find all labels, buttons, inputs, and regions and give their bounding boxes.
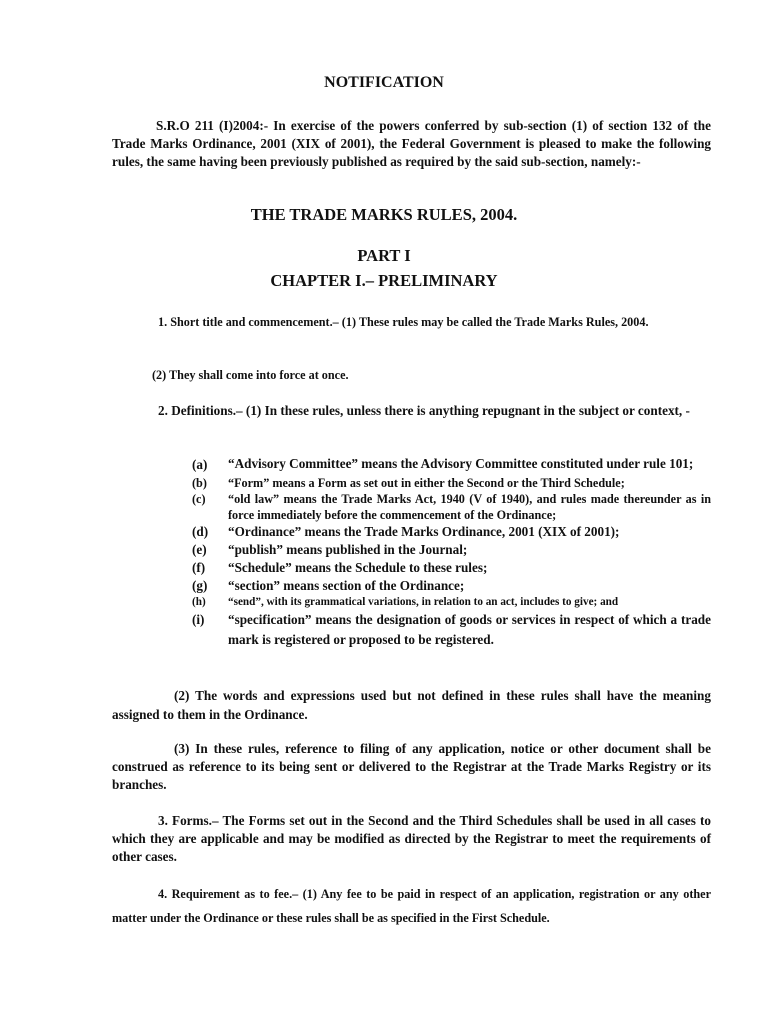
definition-item <box>192 523 711 541</box>
rules-title: THE TRADE MARKS RULES, 2004. <box>250 205 518 224</box>
notification-title: NOTIFICATION <box>324 74 444 91</box>
definition-label: (f) <box>192 560 206 575</box>
definition-text: “Schedule” means the Schedule to these rules; <box>228 560 488 575</box>
definition-item <box>192 456 711 474</box>
definition-label: (a) <box>192 457 208 472</box>
rule-3-paragraph: 3. Forms.– The Forms set out in the Second and the Third Schedules shall be used in all cases to which they are applicable and may be modified as directed by the Registrar to meet the requirements of other cases. <box>112 813 711 864</box>
definition-text: “send”, with its grammatical variations, in relation to an act, includes to give; and <box>228 596 619 608</box>
rule-1-paragraph: 1. Short title and commencement.– (1) These rules may be called the Trade Marks Rules, 2004. <box>158 315 649 329</box>
definition-label: (b) <box>192 476 207 490</box>
definition-text: “Form” means a Form as set out in either the Second or the Third Schedule; <box>228 476 625 490</box>
definition-text: “old law” means the Trade Marks Act, 1940 (V of 1940), and rules made thereunder as in force immediately before the commencement of the Ordinance; <box>228 492 711 522</box>
definition-label: (c) <box>192 492 206 506</box>
definition-text: “Ordinance” means the Trade Marks Ordinance, 2001 (XIX of 2001); <box>228 524 620 539</box>
chapter-title: CHAPTER I.– PRELIMINARY <box>270 271 498 290</box>
definition-item <box>192 610 711 650</box>
definition-label: (g) <box>192 578 208 593</box>
definition-text: “publish” means published in the Journal; <box>228 542 468 557</box>
rule-2-paragraph: 2. Definitions.– (1) In these rules, unless there is anything repugnant in the subject or context, - <box>158 403 690 418</box>
definition-label: (i) <box>192 612 205 627</box>
definitions-list <box>192 456 711 650</box>
part-title: PART I <box>357 246 411 265</box>
definition-text: “section” means section of the Ordinance; <box>228 578 465 593</box>
rule-2-subrule-2: (2) The words and expressions used but not defined in these rules shall have the meaning assigned to them in the Ordinance. <box>112 688 711 722</box>
rule-4-paragraph: 4. Requirement as to fee.– (1) Any fee to be paid in respect of an application, registration or any other matter under the Ordinance or these rules shall be as specified in the First Schedule. <box>112 887 711 925</box>
rule-1-subrule-2: (2) They shall come into force at once. <box>152 368 349 382</box>
definition-item <box>192 559 711 577</box>
definition-item <box>192 491 711 523</box>
definition-item <box>192 475 711 491</box>
definition-item <box>192 595 711 610</box>
rule-2-subrule-3: (3) In these rules, reference to filing of any application, notice or other document shall be construed as reference to its being sent or delivered to the Registrar at the Trade Marks Registry or its branches. <box>112 741 711 792</box>
definition-item <box>192 541 711 559</box>
definition-label: (d) <box>192 524 209 539</box>
definition-text: “specification” means the designation of goods or services in respect of which a trade mark is registered or proposed to be registered. <box>228 612 711 647</box>
sro-paragraph: S.R.O 211 (I)2004:- In exercise of the powers conferred by sub-section (1) of section 132 of the Trade Marks Ordinance, 2001 (XIX of 2001), the Federal Government is pleased to make the following rules, the same having been previously published as required by the said sub-section, namely:- <box>112 118 711 169</box>
definition-text: “Advisory Committee” means the Advisory Committee constituted under rule 101; <box>228 456 694 471</box>
definition-label: (h) <box>192 596 206 608</box>
definition-item <box>192 577 711 595</box>
definition-label: (e) <box>192 542 207 557</box>
